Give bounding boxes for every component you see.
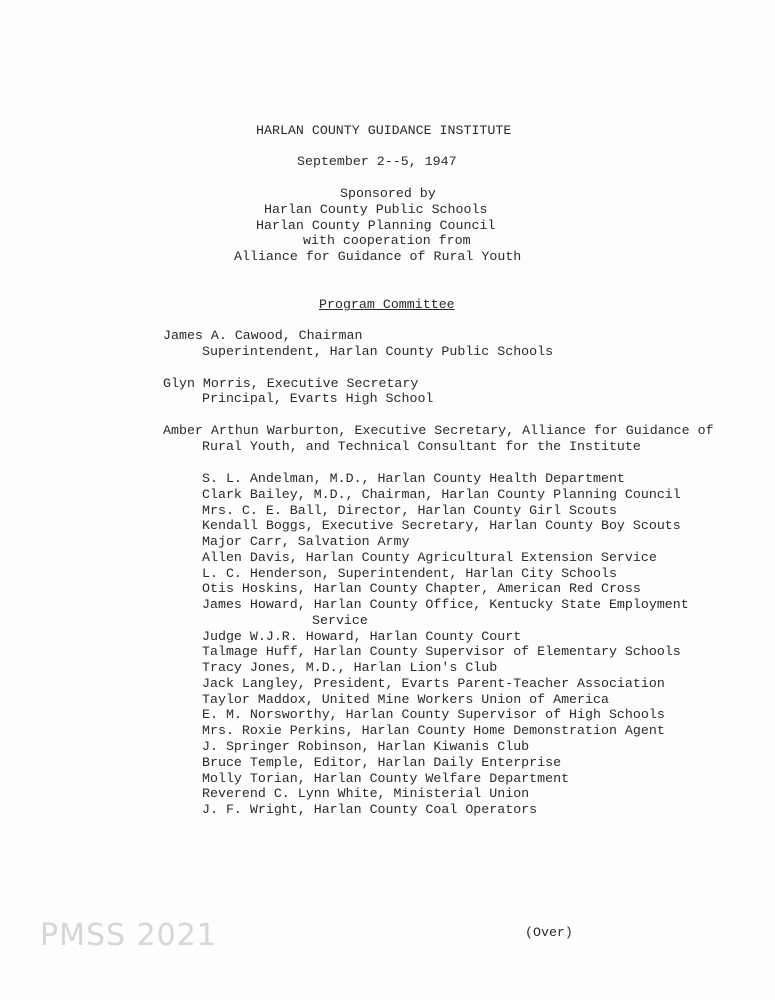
document-title: HARLAN COUNTY GUIDANCE INSTITUTE (256, 123, 512, 138)
member-item: J. Springer Robinson, Harlan Kiwanis Club (202, 739, 530, 755)
member-item: Tracy Jones, M.D., Harlan Lion's Club (202, 660, 498, 676)
member-item: Jack Langley, President, Evarts Parent-Teacher Association (202, 675, 665, 691)
member-item: Clark Bailey, M.D., Chairman, Harlan County Planning Council (202, 486, 681, 502)
committee-members-list (202, 471, 689, 818)
member-item: Major Carr, Salvation Army (202, 534, 410, 550)
member-item: Otis Hoskins, Harlan County Chapter, American Red Cross (202, 581, 641, 597)
officer-name: Amber Arthun Warburton, Executive Secretary, Alliance for Guidance of (163, 423, 714, 438)
member-item: E. M. Norsworthy, Harlan County Supervisor of High Schools (202, 707, 665, 723)
member-item: Taylor Maddox, United Mine Workers Union of America (202, 691, 609, 707)
sponsor: Harlan County Planning Council (256, 218, 496, 233)
watermark: PMSS 2021 (40, 918, 217, 953)
cooperation-label: with cooperation from (303, 233, 471, 248)
officer-name: Glyn Morris, Executive Secretary (163, 376, 419, 391)
cooperating-org: Alliance for Guidance of Rural Youth (234, 249, 522, 264)
officer-role: Principal, Evarts High School (202, 391, 434, 406)
member-item: Allen Davis, Harlan County Agricultural Extension Service (202, 549, 657, 565)
officer-role: Rural Youth, and Technical Consultant for the Institute (202, 439, 641, 454)
member-item: Talmage Huff, Harlan County Supervisor of Elementary Schools (202, 644, 681, 660)
member-item: Molly Torian, Harlan County Welfare Department (202, 770, 570, 786)
member-item: James Howard, Harlan County Office, Kentucky State Employment (202, 597, 689, 613)
sponsor: Harlan County Public Schools (264, 202, 488, 217)
member-item: S. L. Andelman, M.D., Harlan County Health Department (202, 471, 625, 486)
member-item: L. C. Henderson, Superintendent, Harlan City Schools (202, 565, 617, 581)
member-item: Mrs. C. E. Ball, Director, Harlan County Girl Scouts (202, 502, 617, 518)
member-item: Reverend C. Lynn White, Ministerial Union (202, 786, 530, 802)
over-note: (Over) (525, 925, 573, 940)
officer-name: James A. Cawood, Chairman (163, 328, 363, 343)
member-item: Service (312, 612, 368, 628)
officer-role: Superintendent, Harlan County Public Schools (202, 344, 554, 359)
member-item: Mrs. Roxie Perkins, Harlan County Home Demonstration Agent (202, 723, 665, 739)
member-item: Judge W.J.R. Howard, Harlan County Court (202, 628, 522, 644)
member-item: Kendall Boggs, Executive Secretary, Harlan County Boy Scouts (202, 518, 681, 534)
committee-heading: Program Committee (319, 297, 455, 312)
event-date: September 2--5, 1947 (297, 154, 457, 169)
sponsored-by-label: Sponsored by (340, 186, 436, 201)
member-item: Bruce Temple, Editor, Harlan Daily Enterprise (202, 754, 562, 770)
member-item: J. F. Wright, Harlan County Coal Operators (202, 802, 538, 818)
